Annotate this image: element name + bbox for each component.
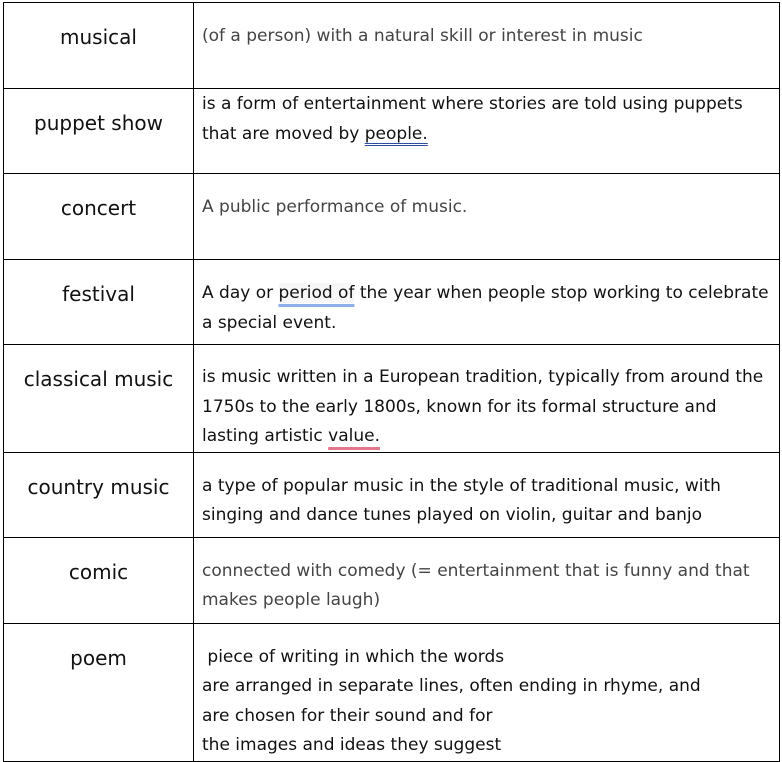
table-row bbox=[4, 174, 780, 260]
definition-cell bbox=[194, 452, 780, 537]
table-row bbox=[4, 537, 780, 623]
term-puppet-show: puppet show bbox=[34, 111, 163, 135]
definition-cell bbox=[194, 89, 780, 174]
definition-puppet-show: is a form of entertainment where stories are told using puppets that are moved by bbox=[202, 94, 743, 144]
definition-cell bbox=[194, 3, 780, 89]
grammar-hint-period-of: period of bbox=[278, 283, 355, 303]
table-row bbox=[4, 345, 780, 453]
table-row bbox=[4, 452, 780, 537]
term-classical-music: classical music bbox=[23, 367, 174, 391]
term-musical: musical bbox=[60, 25, 137, 49]
spellcheck-word-value: value. bbox=[328, 426, 380, 446]
term-poem: poem bbox=[70, 645, 127, 670]
definition-comic: connected with comedy (= entertainment that is funny and that makes people laugh) bbox=[202, 560, 755, 610]
definition-festival-rest: the year when people stop working to celebrate a special event. bbox=[202, 283, 769, 333]
definition-musical: (of a person) with a natural skill or interest in music bbox=[202, 26, 643, 46]
table-row bbox=[4, 623, 780, 761]
term-cell bbox=[4, 345, 194, 453]
term-country-music: country music bbox=[27, 474, 170, 499]
term-cell bbox=[4, 452, 194, 537]
table-row bbox=[4, 3, 780, 89]
definition-poem-line-3: are chosen for their sound and for bbox=[202, 705, 493, 726]
table-row bbox=[4, 260, 780, 345]
table-row bbox=[4, 89, 780, 174]
definition-cell bbox=[194, 345, 780, 453]
definition-poem-line-4: the images and ideas they suggest bbox=[202, 735, 502, 755]
term-cell bbox=[4, 3, 194, 89]
definition-concert: A public performance of music. bbox=[202, 197, 468, 217]
definition-cell bbox=[194, 623, 780, 761]
definition-classical-music: is music written in a European tradition, typically from around the 1750s to the early 1800s, known for its formal structure and lasting artistic bbox=[202, 367, 764, 446]
definition-festival: A day or bbox=[202, 283, 279, 303]
term-cell bbox=[4, 174, 194, 260]
term-cell bbox=[4, 623, 194, 761]
definition-cell bbox=[194, 537, 780, 623]
term-concert: concert bbox=[60, 196, 137, 220]
term-comic: comic bbox=[68, 559, 129, 584]
term-cell bbox=[4, 260, 194, 345]
term-festival: festival bbox=[62, 282, 135, 306]
definition-cell bbox=[194, 260, 780, 345]
definition-poem-line-1: piece of writing in which the words bbox=[202, 646, 505, 667]
definition-cell bbox=[194, 174, 780, 260]
vocabulary-table bbox=[3, 2, 780, 762]
spellcheck-word-people: people. bbox=[364, 123, 428, 144]
definition-poem-line-2: are arranged in separate lines, often ending in rhyme, and bbox=[202, 676, 701, 696]
definition-country-music: a type of popular music in the style of traditional music, with singing and dance tunes played on violin, guitar and banjo bbox=[202, 475, 727, 525]
term-cell bbox=[4, 89, 194, 174]
term-cell bbox=[4, 537, 194, 623]
